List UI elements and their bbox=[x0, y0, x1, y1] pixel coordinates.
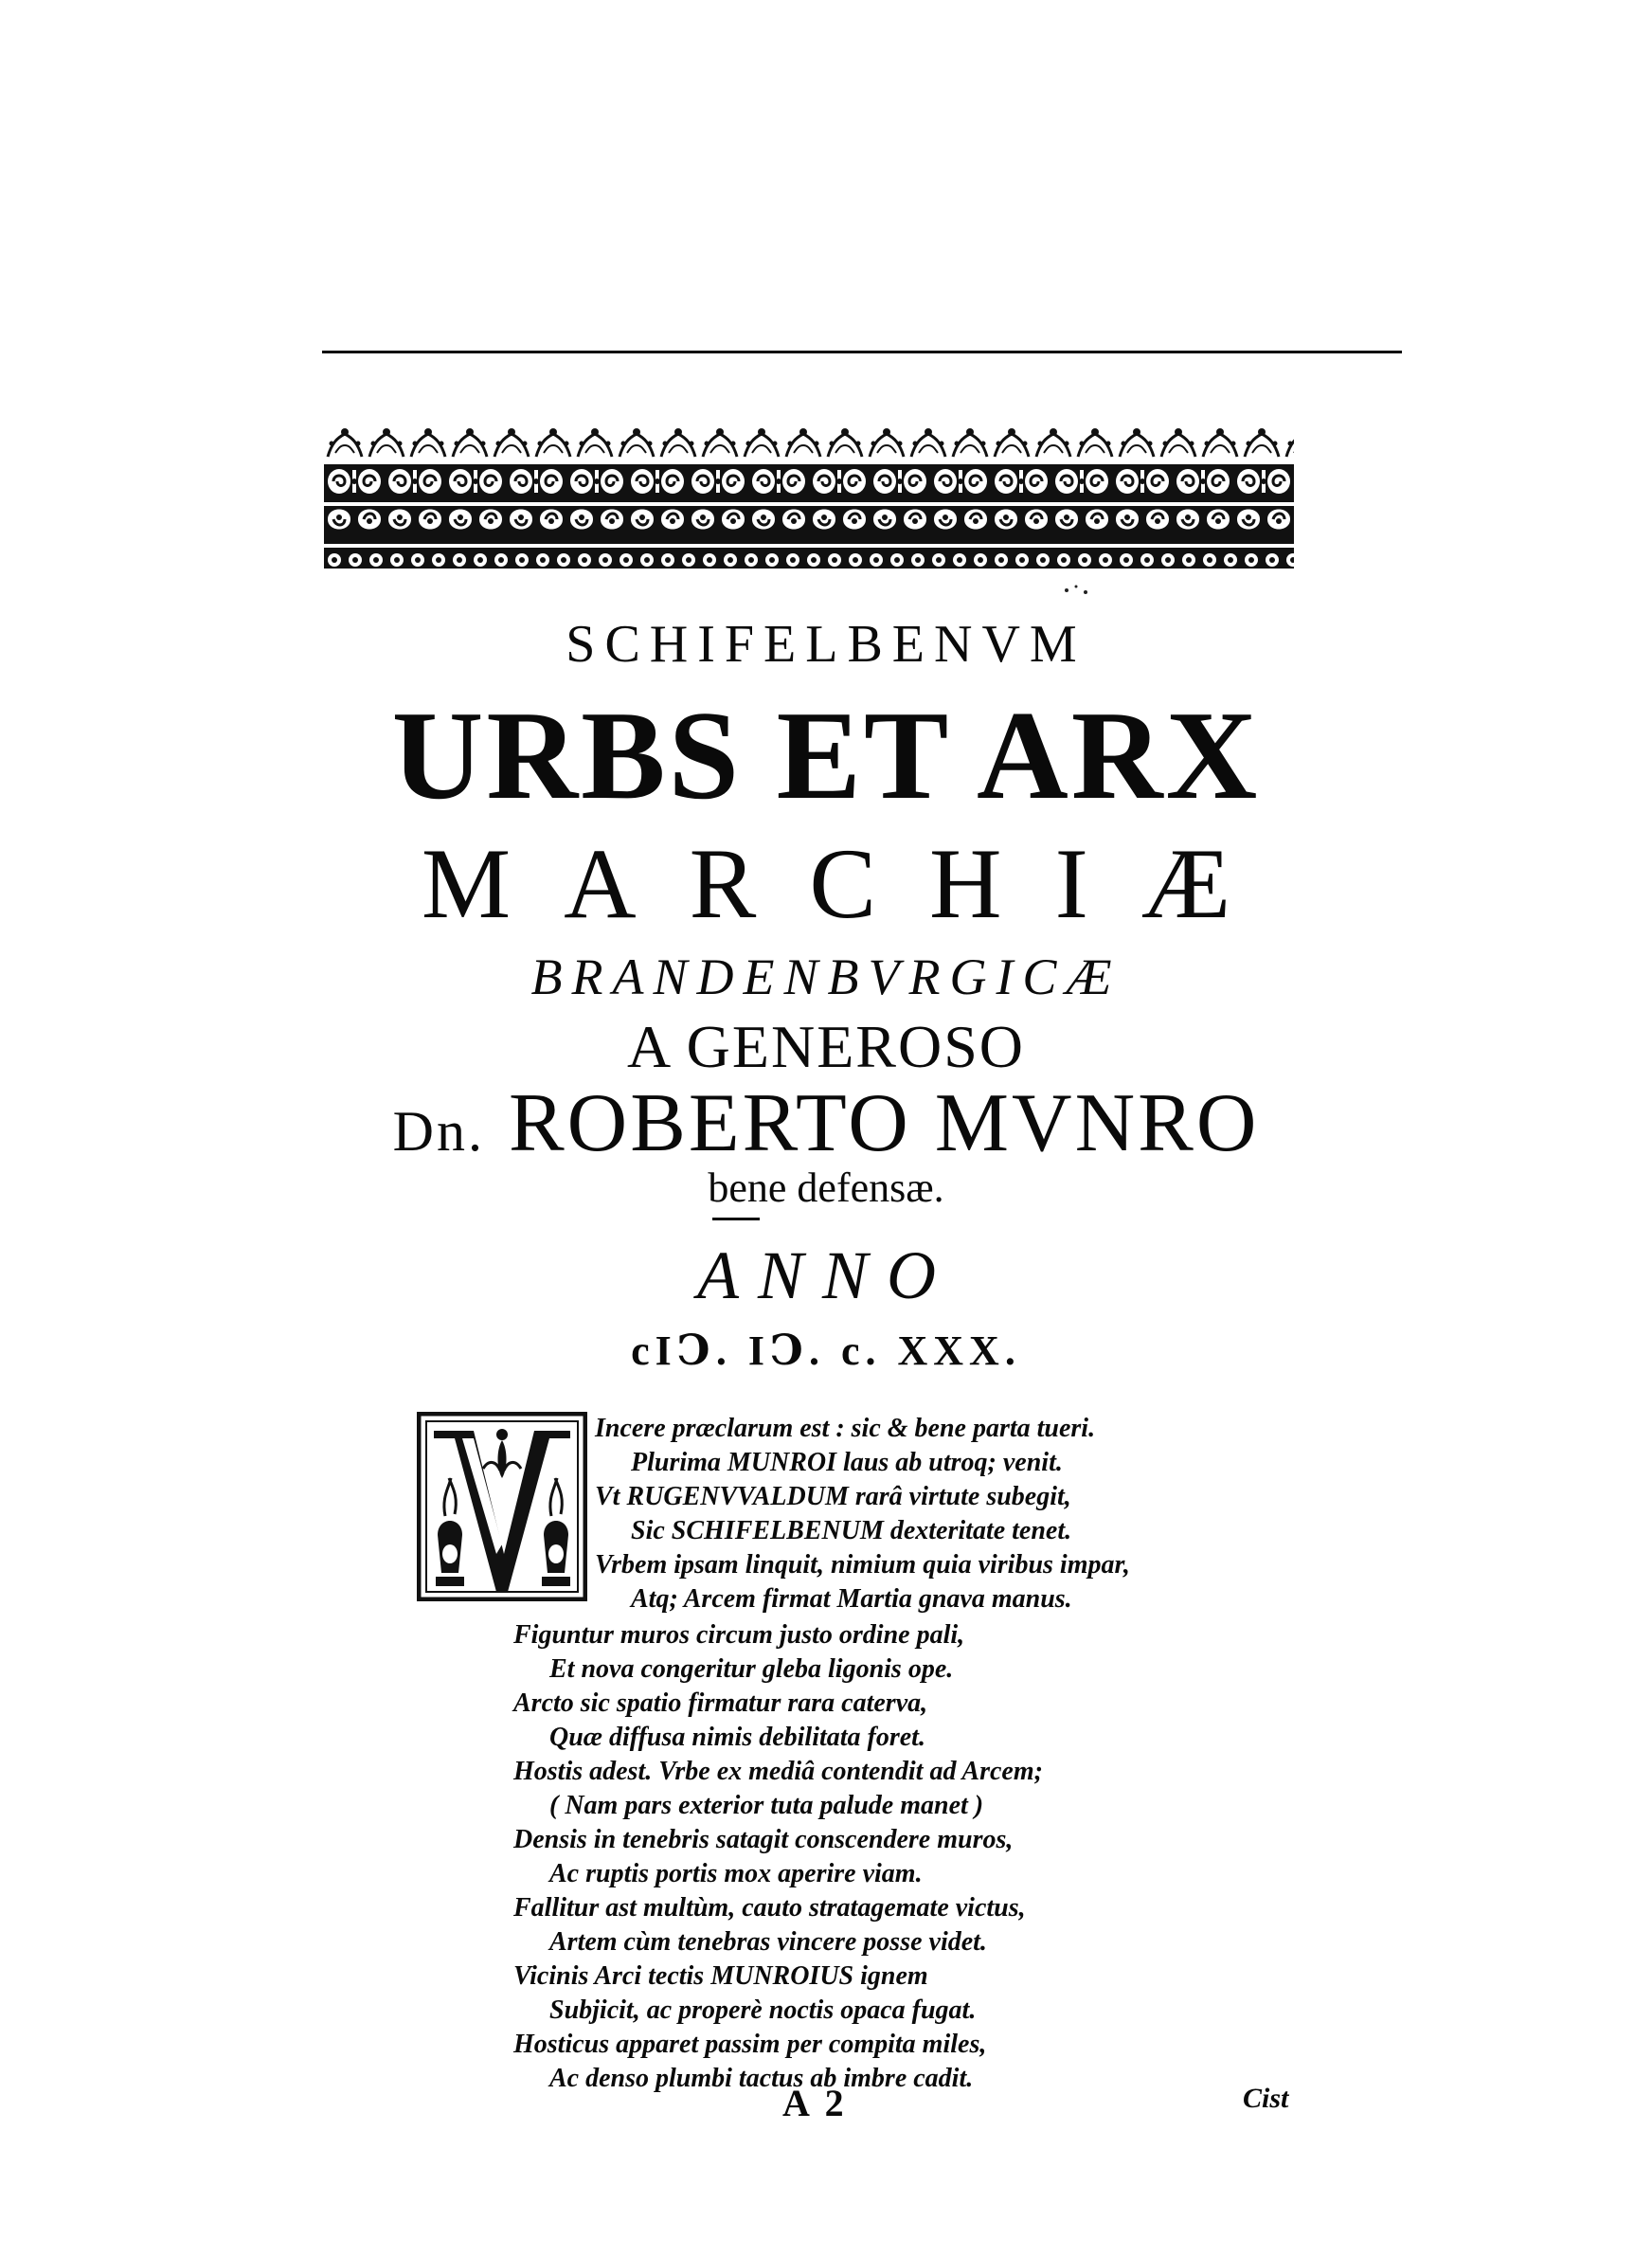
ornament-band bbox=[324, 424, 1294, 576]
short-rule bbox=[712, 1218, 760, 1220]
poem-line: Subjicit, ac properè noctis opaca fugat. bbox=[549, 1995, 977, 2025]
person-name: ROBERTO MVNRO bbox=[508, 1077, 1260, 1169]
title-line-roberto-munro bbox=[0, 1077, 1652, 1169]
anno-year: cIↃ. IↃ. c. XXX. bbox=[631, 1327, 1021, 1374]
poem-line: Artem cùm tenebras vincere posse videt. bbox=[549, 1927, 987, 1957]
poem-line: ( Nam pars exterior tuta palude manet ) bbox=[549, 1791, 984, 1820]
poem-line: Plurima MUNROI laus ab utroq; venit. bbox=[631, 1448, 1063, 1477]
poem-line: Ac denso plumbi tactus ab imbre cadit. bbox=[549, 2064, 974, 2093]
poem-line: Et nova congeritur gleba ligonis ope. bbox=[549, 1654, 954, 1684]
dn-prefix: Dn. bbox=[392, 1100, 485, 1163]
poem-line: Atq; Arcem firmat Martia gnava manus. bbox=[631, 1584, 1072, 1614]
poem-line: Incere præclarum est : sic & bene parta tueri. bbox=[595, 1414, 1096, 1443]
title-line-brandenburgicae: BRANDENBVRGICÆ bbox=[530, 948, 1122, 1005]
signature-mark: A 2 bbox=[782, 2082, 848, 2124]
historiated-initial-v bbox=[417, 1412, 587, 1601]
poem-line: Quæ diffusa nimis debilitata foret. bbox=[549, 1723, 925, 1752]
title-line-schifelbenum: SCHIFELBENVM bbox=[566, 615, 1086, 674]
title-line-urbs-et-arx: URBS ET ARX bbox=[391, 685, 1261, 825]
title-line-bene-defensae: bene defensæ. bbox=[708, 1165, 944, 1211]
anno-label: ANNO bbox=[696, 1237, 956, 1313]
poem-line: Hosticus apparet passim per compita miles, bbox=[513, 2030, 987, 2059]
poem-line: Figuntur muros circum justo ordine pali, bbox=[513, 1620, 965, 1650]
poem-line: Vicinis Arci tectis MUNROIUS ignem bbox=[513, 1961, 928, 1991]
poem-line: Ac ruptis portis mox aperire viam. bbox=[549, 1859, 923, 1888]
poem-line: Vt RUGENVVALDUM rarâ virtute subegit, bbox=[595, 1482, 1071, 1511]
poem-line: Densis in tenebris satagit conscendere muros, bbox=[513, 1825, 1014, 1854]
top-rule bbox=[322, 351, 1402, 353]
poem-line: Fallitur ast multùm, cauto stratagemate victus, bbox=[513, 1893, 1026, 1923]
poem-line: Vrbem ipsam linquit, nimium quia viribus impar, bbox=[595, 1550, 1130, 1580]
poem-line: Hostis adest. Vrbe ex mediâ contendit ad Arcem; bbox=[513, 1757, 1043, 1786]
title-line-a-generoso: A GENEROSO bbox=[626, 1013, 1026, 1080]
poem-line: Sic SCHIFELBENUM dexteritate tenet. bbox=[631, 1516, 1072, 1545]
poem-line: Arcto sic spatio firmatur rara caterva, bbox=[513, 1688, 928, 1718]
catchword: Cist bbox=[1243, 2083, 1289, 2114]
title-line-marchiae: MARCHIÆ bbox=[421, 828, 1284, 939]
printer-dots bbox=[1061, 583, 1099, 598]
